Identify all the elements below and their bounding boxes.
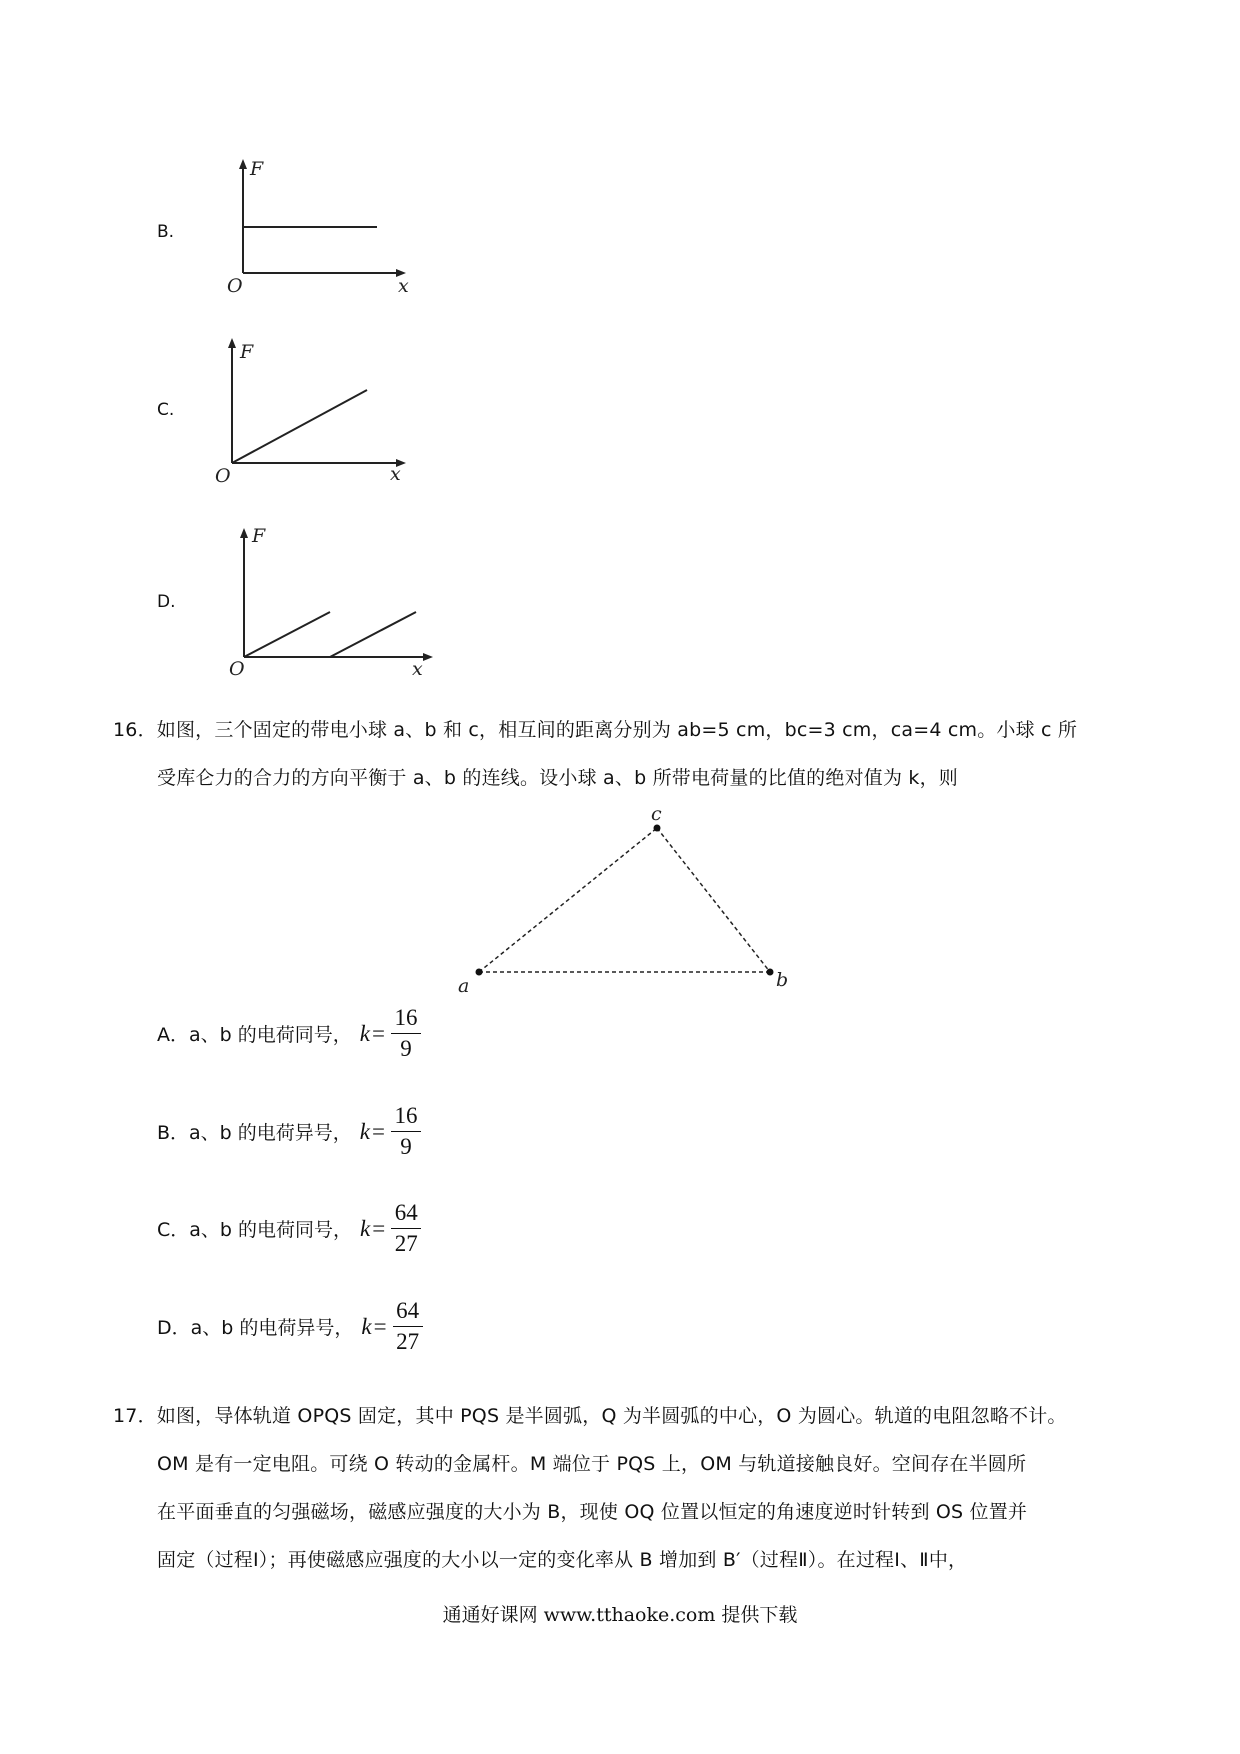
q16-answer-c[interactable]: C．a、b 的电荷同号， k = $\frac{64}{27}$ xyxy=(157,1200,421,1257)
q17-line1: 如图，导体轨道 OPQS 固定，其中 PQS 是半圆弧，Q 为半圆弧的中心，O 为圆心。轨道的电阻忽略不计。 xyxy=(156,1405,1067,1427)
ball-b xyxy=(767,969,774,976)
b-y-label: F xyxy=(250,158,264,180)
q16-answer-a[interactable]: A．a、b 的电荷同号， k = $\frac{16}{9}$ xyxy=(157,1005,421,1062)
q16-text xyxy=(113,706,1077,802)
option-c-graph xyxy=(210,330,410,485)
fraction: $\frac{64}{27}$ xyxy=(393,1298,423,1355)
q17-line2: OM 是有一定电阻。可绕 O 转动的金属杆。M 端位于 PQS 上，OM 与轨道接触良好。空间存在半圆所 xyxy=(157,1453,1027,1475)
fraction: $\frac{16}{9}$ xyxy=(391,1103,421,1160)
ball-c xyxy=(654,825,661,832)
q17-line4: 固定（过程Ⅰ）；再使磁感应强度的大小以一定的变化率从 B 增加到 B′（过程Ⅱ）。在过程Ⅰ、Ⅱ中， xyxy=(157,1549,968,1571)
c-x-label: x xyxy=(390,463,401,485)
q17-text xyxy=(113,1392,1067,1584)
ball-a xyxy=(476,969,483,976)
option-d-label: D. xyxy=(157,592,176,612)
b-x-label: x xyxy=(398,275,409,295)
q17-number: 17． xyxy=(113,1405,157,1427)
d-x-label: x xyxy=(412,658,423,680)
q16-line1: 如图，三个固定的带电小球 a、b 和 c，相互间的距离分别为 ab=5 cm，bc=3 cm，ca=4 cm。小球 c 所 xyxy=(156,719,1078,741)
b-origin: O xyxy=(227,275,243,295)
q16-triangle-figure xyxy=(440,800,800,1000)
q16-line2: 受库仑力的合力的方向平衡于 a、b 的连线。设小球 a、b 所带电荷量的比值的绝对值为 k，则 xyxy=(157,767,959,789)
c-y-label: F xyxy=(240,341,254,363)
q17-line3: 在平面垂直的匀强磁场，磁感应强度的大小为 B，现使 OQ 位置以恒定的角速度逆时针转到 OS 位置并 xyxy=(157,1501,1028,1523)
option-c-label: C. xyxy=(157,400,175,420)
fraction: $\frac{16}{9}$ xyxy=(391,1005,421,1062)
option-b-label: B. xyxy=(157,222,175,242)
q16-answer-d[interactable]: D．a、b 的电荷异号， k = $\frac{64}{27}$ xyxy=(157,1298,423,1355)
label-a: a xyxy=(458,975,470,997)
d-y-label: F xyxy=(252,525,266,547)
q16-number: 16． xyxy=(113,719,157,741)
q16-answer-b[interactable]: B．a、b 的电荷异号， k = $\frac{16}{9}$ xyxy=(157,1103,421,1160)
d-origin: O xyxy=(229,658,245,680)
label-b: b xyxy=(776,969,789,991)
option-d-graph xyxy=(222,520,442,680)
page-footer: 通通好课网 www.tthaoke.com 提供下载 xyxy=(442,1604,798,1626)
c-origin: O xyxy=(215,465,231,485)
label-c: c xyxy=(651,803,662,825)
fraction: $\frac{64}{27}$ xyxy=(391,1200,421,1257)
option-b-graph xyxy=(220,155,420,295)
